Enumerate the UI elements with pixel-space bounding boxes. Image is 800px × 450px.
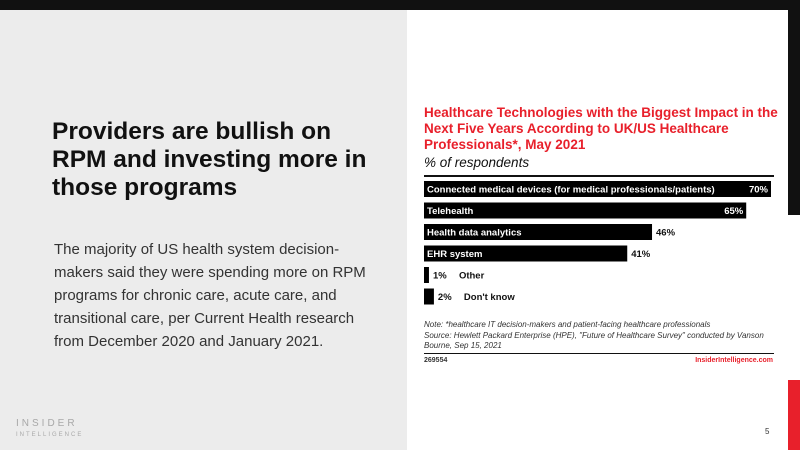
slide-body-text: The majority of US health system decision-makers said they were spending more on RPM programs for chronic care, acute care, and transitional care, per Current Health research from December 2020 and January 2021.	[54, 241, 366, 350]
bar-chart	[424, 177, 774, 315]
side-accent-black	[788, 10, 800, 215]
bar-category-label-2: Health data analytics	[427, 227, 522, 239]
bar-value-label-4: 1%	[432, 270, 447, 282]
bar-category-label-5: Don't know	[463, 292, 515, 303]
bar-value-label-5: 2%	[437, 292, 452, 303]
bar-category-label-4: Other	[458, 270, 485, 282]
logo-line-1: INSIDER	[16, 418, 78, 429]
bar-4	[424, 267, 429, 283]
page-number: 5	[765, 427, 770, 436]
logo-line-2: INTELLIGENCE	[16, 432, 84, 438]
chart-subtitle: % of respondents	[424, 155, 530, 170]
bar-category-label-3: EHR system	[427, 249, 483, 260]
bar-category-label-1: Telehealth	[427, 206, 474, 217]
chart-note-text: Note: *healthcare IT decision-makers and patient-facing healthcare professionals	[424, 320, 711, 329]
bar-5	[424, 289, 434, 305]
bar-value-label-3: 41%	[631, 249, 651, 260]
chart-title: Healthcare Technologies with the Biggest Impact in the Next Five Years According to UK/US Healthcare Professionals*, May 2021	[424, 105, 778, 152]
chart-note	[424, 320, 779, 352]
left-panel	[0, 10, 407, 450]
slide-headline: Providers are bullish on RPM and investing more in those programs	[52, 118, 367, 201]
top-bar	[0, 0, 800, 10]
bar-value-label-2: 46%	[656, 227, 676, 239]
chart-source-text: Source: Hewlett Packard Enterprise (HPE), "Future of Healthcare Survey" conducted by Vanson Bourne, Sep 15, 2021	[424, 330, 764, 350]
chart-source-site: InsiderIntelligence.com	[695, 357, 773, 364]
bar-value-label-0: 70%	[748, 184, 768, 196]
side-accent-red	[788, 380, 800, 450]
insider-intelligence-logo	[16, 419, 83, 439]
bar-value-label-1: 65%	[724, 206, 744, 217]
chart-bottom-rule	[424, 353, 774, 354]
bar-category-label-0: Connected medical devices (for medical professionals/patients)	[427, 184, 715, 196]
chart-id: 269554	[424, 357, 448, 364]
